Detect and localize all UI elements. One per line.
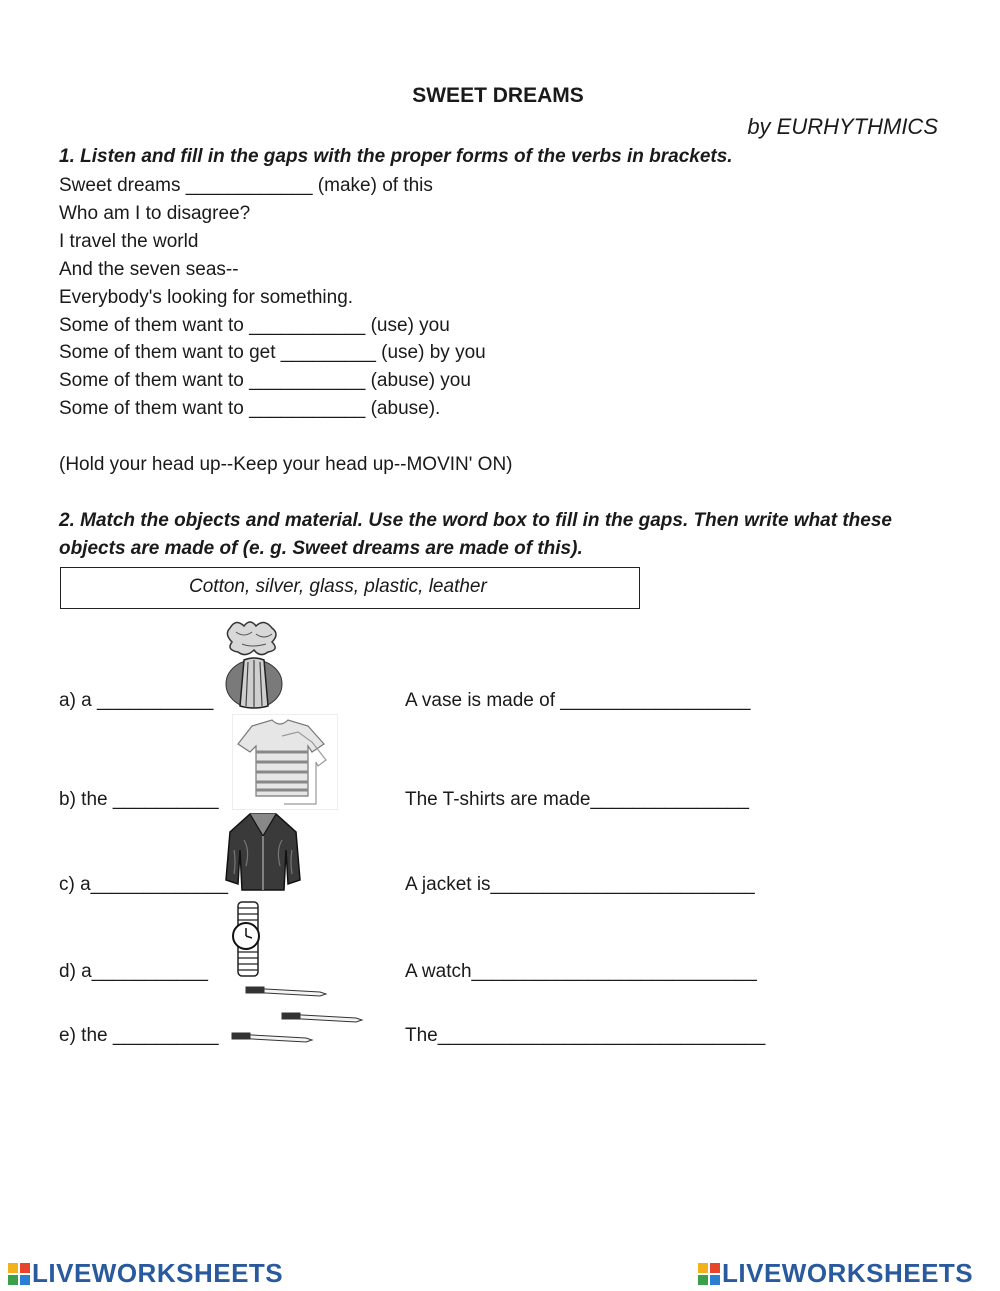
lyric-line-7: Some of them want to get _________ (use) by you xyxy=(59,342,486,363)
item-c-right: A jacket is_________________________ xyxy=(405,874,755,895)
lyric-line-6: Some of them want to ___________ (use) you xyxy=(59,315,450,336)
item-e-right: The_______________________________ xyxy=(405,1025,766,1046)
lyric-line-8: Some of them want to ___________ (abuse) you xyxy=(59,370,471,391)
footer-brand-right: LIVEWORKSHEETS xyxy=(722,1258,974,1288)
liveworksheets-logo-icon xyxy=(698,1263,720,1285)
lyric-line-5: Everybody's looking for something. xyxy=(59,287,354,308)
section1-instruction: 1. Listen and fill in the gaps with the proper forms of the verbs in brackets. xyxy=(59,146,733,167)
pens-icon xyxy=(230,982,364,1046)
worksheet-title: SWEET DREAMS xyxy=(412,84,584,107)
byline: by EURHYTHMICS xyxy=(747,114,938,139)
section2-instruction-line2: objects are made of (e. g. Sweet dreams are made of this). xyxy=(59,538,583,559)
vase-icon xyxy=(222,618,286,710)
item-d-left: d) a___________ xyxy=(59,961,208,982)
tshirt-icon xyxy=(232,714,338,810)
word-box xyxy=(60,567,640,609)
footer-logo-left[interactable] xyxy=(8,1258,283,1289)
footer-brand-left: LIVEWORKSHEETS xyxy=(32,1258,284,1288)
lyric-line-1: Sweet dreams ____________ (make) of this xyxy=(59,175,433,196)
section2-instruction-line1: 2. Match the objects and material. Use the word box to fill in the gaps. Then write what these xyxy=(59,510,892,531)
item-a-left: a) a ___________ xyxy=(59,690,214,711)
item-e-left: e) the __________ xyxy=(59,1025,219,1046)
item-d-right: A watch___________________________ xyxy=(405,961,757,982)
word-box-text: Cotton, silver, glass, plastic, leather xyxy=(189,576,487,597)
item-b-right: The T-shirts are made_______________ xyxy=(405,789,750,810)
lyric-line-2: Who am I to disagree? xyxy=(59,203,251,224)
chorus-line: (Hold your head up--Keep your head up--MOVIN' ON) xyxy=(59,454,513,475)
item-c-left: c) a_____________ xyxy=(59,874,229,895)
footer-logo-right[interactable] xyxy=(698,1258,973,1289)
lyric-line-9: Some of them want to ___________ (abuse). xyxy=(59,398,441,419)
watch-icon xyxy=(228,900,268,978)
jacket-icon xyxy=(224,810,302,892)
liveworksheets-logo-icon xyxy=(8,1263,30,1285)
item-b-left: b) the __________ xyxy=(59,789,219,810)
lyric-line-4: And the seven seas-- xyxy=(59,259,239,280)
lyric-line-3: I travel the world xyxy=(59,231,199,252)
item-a-right: A vase is made of __________________ xyxy=(405,690,751,711)
